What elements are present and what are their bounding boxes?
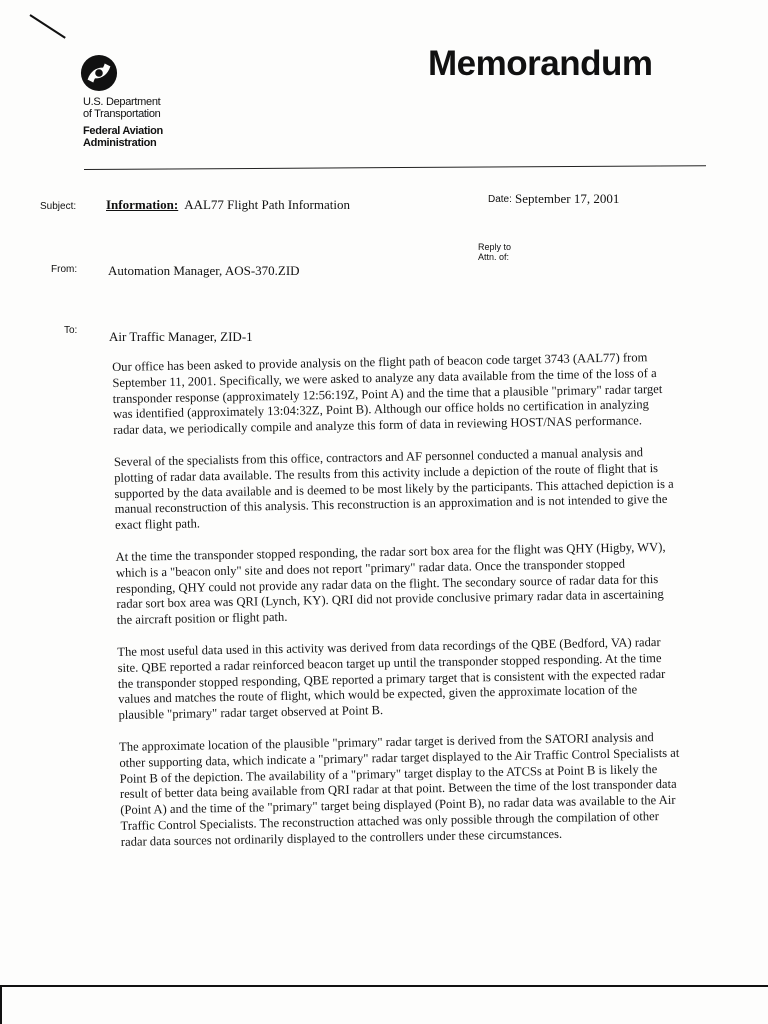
reply-to-line-1: Reply to: [478, 242, 512, 252]
agency-block: [83, 96, 163, 149]
department-line-1: U.S. Department: [83, 96, 161, 108]
body-paragraph-3: At the time the transponder stopped responding, the radar sort box area for the flight was QHY (Higby, WV), which is a "beacon only" site and does not report "primary" radar data. Once the transponder stopped responding, QHY could not provide any radar data on the flight. The secondary source of radar data for this radar sort box area was QRI (Lynch, KY). QRI did not provide conclusive primary radar data in ascertaining the aircraft position or flight path.: [115, 539, 666, 628]
department-line-2: of Transportation: [83, 108, 161, 120]
scan-mark: [29, 14, 65, 39]
to-value: Air Traffic Manager, ZID-1: [109, 329, 253, 344]
body-paragraph-5: The approximate location of the plausible "primary" radar target is derived from the SATORI analysis and other supporting data, which indicate a "primary" radar target displayed to the Air Traffic Control Specialists at Point B of the depiction. The availability of a "primary" target display to the ATCSs at Point B is likely the result of better data being available from QRI radar at that point. Between the time of the lost transponder data (Point A) and the time of the "primary" target being displayed (Point B), no radar data was available to the Air Traffic Control Specialists. The reconstruction attached was only possible through the compilation of other radar data sources not ordinarily displayed to the controllers under these circumstances.: [118, 730, 680, 849]
reply-to-line-2: Attn. of:: [478, 252, 510, 262]
scan-border-left: [0, 985, 2, 1024]
date-label: Date:: [488, 194, 512, 205]
date-value: September 17, 2001: [515, 191, 620, 206]
memo-body: [112, 350, 681, 867]
header-divider: [84, 165, 706, 170]
body-paragraph-2: Several of the specialists from this office, contractors and AF personnel conducted a manual analysis and plotting of radar data available. The results from this activity include a depiction of the route of flight that is supported by the data available and is deemed to be most likely by the participants. This attached depiction is a manual reconstruction of this analysis. This reconstruction is an approximation and is not intended to give the exact flight path.: [113, 445, 674, 533]
subject-value: [106, 197, 350, 213]
subject-prefix: Information:: [106, 197, 179, 212]
body-paragraph-4: The most useful data used in this activity was derived from data recordings of the QBE (Bedford, VA) radar site. QBE reported a radar reinforced beacon target up until the transponder stopped responding. At the time the transponder stopped responding, QBE reported a primary target that is consistent with the expected radar values and matches the route of flight, which would be expected, given the approximate location of the plausible "primary" radar target observed at Point B.: [117, 634, 666, 723]
memo-title: Memorandum: [428, 44, 653, 83]
administration-line-2: Administration: [83, 137, 157, 149]
body-paragraph-1: Our office has been asked to provide analysis on the flight path of beacon code target 3743 (AAL77) from September 11, 2001. Specifically, we were asked to analyze any data available from the time of the loss of a transponder response (approximately 12:56:19Z, Point A) and the time that a plausible "primary" radar target was identified (approximately 13:04:32Z, Point B). Although our office holds no certification in analyzing radar data, we periodically compile and analyze this form of data in reviewing HOST/NAS performance.: [112, 350, 663, 438]
subject-label: Subject:: [40, 201, 77, 212]
to-label: To:: [64, 325, 78, 336]
administration-line-1: Federal Aviation: [83, 125, 163, 137]
reply-to-label: [478, 242, 511, 262]
from-label: From:: [51, 264, 78, 275]
dot-logo-icon: [80, 54, 118, 92]
scan-border-bottom: [0, 985, 768, 987]
subject-text: AAL77 Flight Path Information: [184, 197, 350, 212]
from-value: Automation Manager, AOS-370.ZID: [108, 263, 300, 278]
